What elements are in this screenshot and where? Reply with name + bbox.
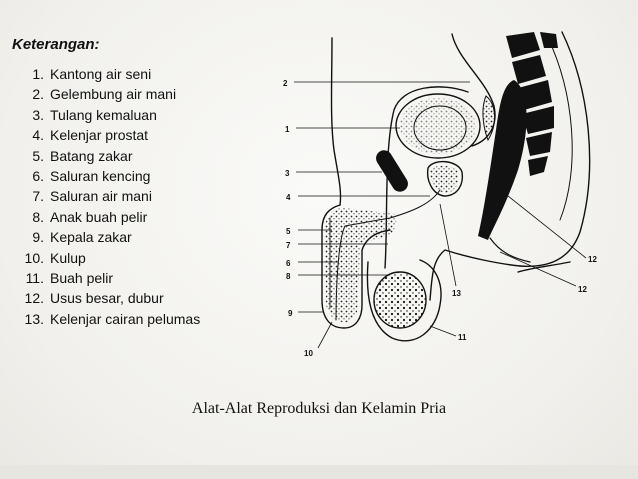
legend-number: 3.: [32, 106, 44, 123]
leader-13: [440, 204, 456, 286]
legend-number: 11.: [25, 269, 44, 286]
callout-9: 9: [288, 309, 293, 318]
legend-number: 4.: [32, 127, 44, 144]
anal-canal: [490, 238, 530, 262]
legend-label: Kelenjar cairan pelumas: [50, 310, 201, 327]
leader-12a: [508, 196, 586, 258]
legend-title: Keterangan:: [12, 36, 100, 53]
legend-label: Kantong air seni: [50, 66, 152, 82]
callout-10: 10: [304, 349, 313, 358]
sacrum-curve: [548, 38, 572, 220]
testis-shape: [374, 272, 426, 328]
callout-6: 6: [286, 259, 291, 268]
legend-number: 2.: [32, 86, 44, 103]
legend-number: 12.: [24, 290, 44, 307]
legend-label: Buah pelir: [50, 269, 114, 286]
legend-number: 1.: [32, 66, 44, 82]
legend-number: 7.: [32, 188, 44, 205]
callout-8: 8: [286, 272, 291, 281]
legend-number: 13.: [24, 310, 44, 327]
callout-12-upper: 12: [588, 255, 597, 264]
callout-7: 7: [286, 241, 291, 250]
perineum-outline: [430, 250, 520, 300]
bottom-band: [0, 465, 638, 479]
legend-label: Kepala zakar: [50, 229, 132, 246]
callout-11: 11: [458, 333, 467, 342]
legend-label: Usus besar, dubur: [50, 290, 164, 307]
legend-number: 5.: [32, 147, 44, 164]
legend-label: Kulup: [50, 249, 86, 266]
callout-3: 3: [285, 169, 290, 178]
legend-number: 9.: [32, 229, 44, 246]
prostate-fill: [430, 166, 459, 193]
legend-label: Batang zakar: [50, 147, 133, 164]
legend-number: 6.: [32, 167, 44, 184]
bladder-wall-texture: [400, 98, 476, 154]
callout-2: 2: [283, 79, 288, 88]
callout-13: 13: [452, 289, 461, 298]
legend-label: Anak buah pelir: [50, 208, 148, 225]
callout-4: 4: [286, 193, 291, 202]
callout-12-lower: 12: [578, 285, 587, 294]
callout-1: 1: [285, 125, 290, 134]
callout-5: 5: [286, 227, 291, 236]
pubic-bone-shape: [373, 147, 411, 194]
body-front-outline: [332, 38, 341, 205]
legend-label: Saluran kencing: [50, 167, 151, 184]
leader-12b: [500, 252, 576, 286]
legend-number: 8.: [32, 208, 44, 225]
legend-label: Saluran air mani: [50, 188, 152, 205]
legend-number: 10.: [24, 249, 44, 266]
legend-label: Tulang kemaluan: [50, 106, 157, 123]
leader-11: [430, 326, 456, 336]
figure-caption: Alat-Alat Reproduksi dan Kelamin Pria: [191, 400, 447, 417]
legend-label: Kelenjar prostat: [50, 127, 149, 144]
legend-label: Gelembung air mani: [50, 86, 177, 103]
leader-10: [318, 322, 332, 348]
